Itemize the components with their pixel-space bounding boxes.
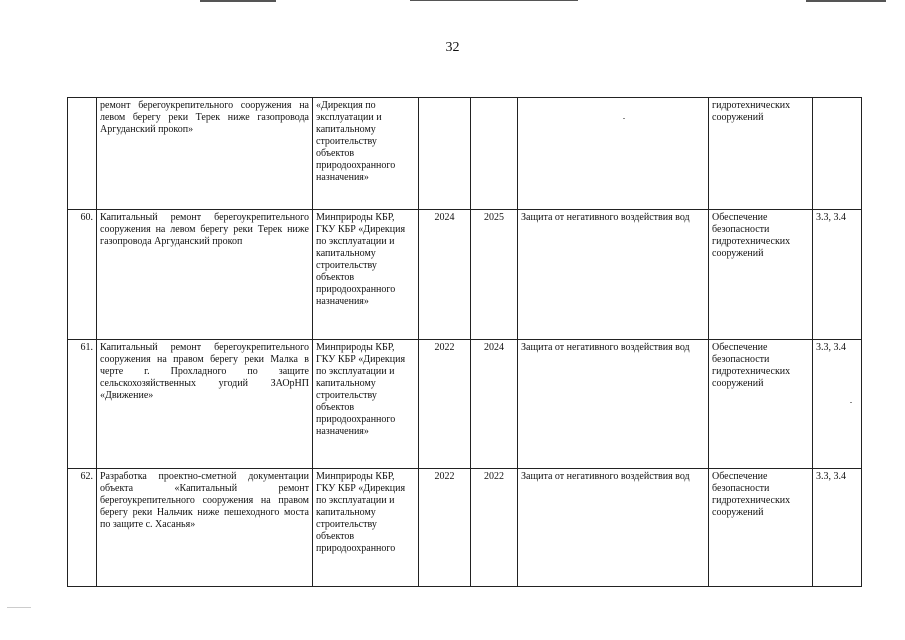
program-measures-table xyxy=(67,97,862,587)
scan-artifact-line xyxy=(200,0,276,2)
scan-artifact-line xyxy=(806,0,886,2)
expected-result: Защита от негативного воздействия вод xyxy=(518,469,709,587)
row-number: 60. xyxy=(68,210,97,340)
end-year xyxy=(471,98,518,210)
indicator-reference: 3.3, 3.4 xyxy=(813,469,862,587)
start-year: 2022 xyxy=(419,340,471,469)
row-number xyxy=(68,98,97,210)
responsible-executor: Минприроды КБР, ГКУ КБР «Дирекция по эксплуатации и капитальному строительству объектов природоохранного назначения» xyxy=(313,340,419,469)
table-row xyxy=(68,469,862,587)
measure-name: Разработка проектно-сметной документации объекта «Капитальный ремонт берегоукрепительного сооружения на правом берегу реки Нальчик ниже пешеходного моста по защите с. Хасанья» xyxy=(97,469,313,587)
scan-artifact-line xyxy=(410,0,578,1)
start-year: 2022 xyxy=(419,469,471,587)
expected-result xyxy=(518,98,709,210)
indicator-reference: 3.3, 3.4 xyxy=(813,340,862,469)
table-row xyxy=(68,340,862,469)
responsible-executor: «Дирекция по эксплуатации и капитальному строительству объектов природоохранного назначения» xyxy=(313,98,419,210)
measure-name: ремонт берегоукрепительного сооружения на левом берегу реки Терек ниже газопровода Аргуданский прокоп» xyxy=(97,98,313,210)
responsible-executor: Минприроды КБР, ГКУ КБР «Дирекция по эксплуатации и капитальному строительству объектов природоохранного xyxy=(313,469,419,587)
indicator-link: Обеспечение безопасности гидротехнических сооружений xyxy=(709,469,813,587)
end-year: 2022 xyxy=(471,469,518,587)
indicator-link: Обеспечение безопасности гидротехнических сооружений xyxy=(709,210,813,340)
responsible-executor: Минприроды КБР, ГКУ КБР «Дирекция по эксплуатации и капитальному строительству объектов природоохранного назначения» xyxy=(313,210,419,340)
end-year: 2025 xyxy=(471,210,518,340)
indicator-reference xyxy=(813,98,862,210)
measure-name: Капитальный ремонт берегоукрепительного сооружения на левом берегу реки Терек ниже газопровода Аргуданский прокоп xyxy=(97,210,313,340)
start-year xyxy=(419,98,471,210)
expected-result: Защита от негативного воздействия вод xyxy=(518,210,709,340)
page-number: 32 xyxy=(445,40,460,55)
row-number: 62. xyxy=(68,469,97,587)
table-row xyxy=(68,98,862,210)
table-row xyxy=(68,210,862,340)
end-year: 2024 xyxy=(471,340,518,469)
indicator-reference: 3.3, 3.4 xyxy=(813,210,862,340)
scan-speck xyxy=(7,607,31,608)
start-year: 2024 xyxy=(419,210,471,340)
row-number: 61. xyxy=(68,340,97,469)
expected-result: Защита от негативного воздействия вод xyxy=(518,340,709,469)
scan-speck xyxy=(850,402,852,403)
scan-speck xyxy=(623,118,625,119)
indicator-link: Обеспечение безопасности гидротехнических сооружений xyxy=(709,340,813,469)
indicator-link: гидротехнических сооружений xyxy=(709,98,813,210)
measure-name: Капитальный ремонт берегоукрепительного сооружения на правом берегу реки Малка в черте г. Прохладного по защите сельскохозяйственных угодий ЗАОрНП «Движение» xyxy=(97,340,313,469)
